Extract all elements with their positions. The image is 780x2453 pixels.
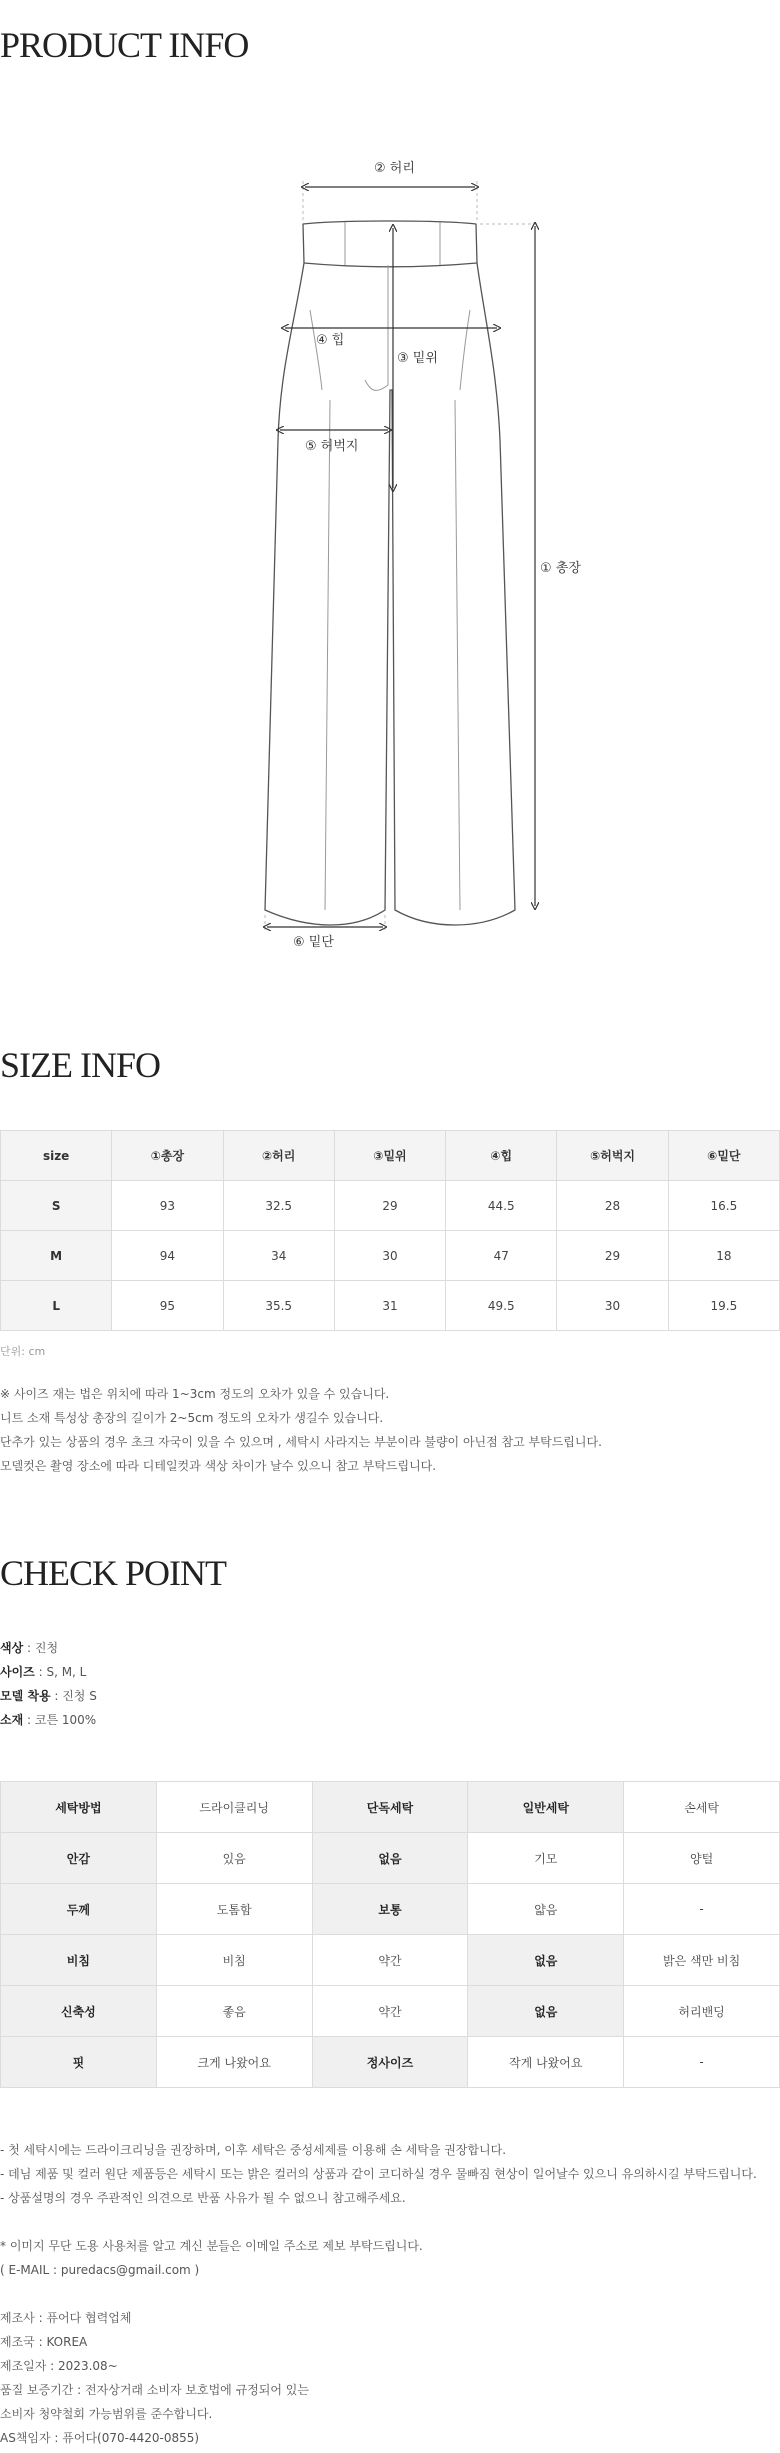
waist-label: ② 허리 <box>374 161 415 176</box>
check-cell-selected: 보통 <box>312 1884 468 1935</box>
size-row-label: L <box>1 1281 112 1331</box>
spec-item <box>0 1684 97 1708</box>
size-row-label: M <box>1 1231 112 1281</box>
check-cell: 양털 <box>624 1833 780 1884</box>
size-header-cell: ③밑위 <box>334 1131 445 1181</box>
size-note: 니트 소재 특성상 총장의 길이가 2~5cm 정도의 오차가 생길수 있습니다. <box>0 1411 384 1425</box>
table-row <box>1 1181 780 1231</box>
table-row <box>1 1986 780 2037</box>
spec-label: 사이즈 <box>0 1665 35 1679</box>
check-row-label: 핏 <box>1 2037 157 2088</box>
spec-label: 소재 <box>0 1713 24 1727</box>
check-cell: 크게 나왔어요 <box>156 2037 312 2088</box>
maker-line: AS책임자 : 퓨어다(070-4420-0855) <box>0 2431 200 2445</box>
check-cell: 비침 <box>156 1935 312 1986</box>
check-cell: - <box>624 1884 780 1935</box>
size-header-cell: ⑥밑단 <box>668 1131 779 1181</box>
thigh-label: ⑤ 허벅지 <box>305 439 359 454</box>
size-notes <box>0 1382 602 1478</box>
check-cell: 약간 <box>312 1986 468 2037</box>
measure-arrows <box>267 187 535 927</box>
size-cell: 44.5 <box>446 1181 557 1231</box>
size-cell: 31 <box>334 1281 445 1331</box>
maker-line: 제조국 : KOREA <box>0 2335 88 2349</box>
check-cell: 얇음 <box>468 1884 624 1935</box>
size-header-cell: ①총장 <box>112 1131 223 1181</box>
check-cell: 드라이클리닝 <box>156 1782 312 1833</box>
check-row-label: 세탁방법 <box>1 1782 157 1833</box>
check-cell-selected: 없음 <box>468 1935 624 1986</box>
check-cell: 있음 <box>156 1833 312 1884</box>
hem-label: ⑥ 밑단 <box>293 935 334 950</box>
spec-value: : 진청 S <box>50 1689 97 1703</box>
check-cell-selected: 없음 <box>468 1986 624 2037</box>
spec-item <box>0 1636 97 1660</box>
table-row <box>1 1782 780 1833</box>
check-cell: 기모 <box>468 1833 624 1884</box>
check-row-label: 비침 <box>1 1935 157 1986</box>
size-note: ※ 사이즈 재는 법은 위치에 따라 1~3cm 정도의 오차가 있을 수 있습니다. <box>0 1387 390 1401</box>
check-cell: 약간 <box>312 1935 468 1986</box>
check-row-label: 두께 <box>1 1884 157 1935</box>
size-cell: 30 <box>334 1231 445 1281</box>
size-header-cell: ②허리 <box>223 1131 334 1181</box>
check-cell: - <box>624 2037 780 2088</box>
size-table <box>0 1130 780 1331</box>
table-row <box>1 2037 780 2088</box>
care-note: - 상품설명의 경우 주관적인 의견으로 반품 사유가 될 수 없으니 참고해주세요. <box>0 2191 406 2205</box>
size-header-cell: size <box>1 1131 112 1181</box>
spec-item <box>0 1660 97 1684</box>
rise-label: ③ 밑위 <box>397 351 438 366</box>
size-cell: 95 <box>112 1281 223 1331</box>
table-row <box>1 1884 780 1935</box>
pants-details <box>310 222 470 910</box>
check-cell: 밝은 색만 비침 <box>624 1935 780 1986</box>
size-note: 모델컷은 촬영 장소에 따라 디테일컷과 색상 차이가 날수 있으니 참고 부탁드립니다. <box>0 1459 437 1473</box>
maker-line: 품질 보증기간 : 전자상거래 소비자 보호법에 규정되어 있는 <box>0 2383 309 2397</box>
spec-label: 색상 <box>0 1641 24 1655</box>
hip-label: ④ 힙 <box>316 333 345 348</box>
size-info-heading: SIZE INFO <box>0 1045 160 1085</box>
size-cell: 29 <box>557 1231 668 1281</box>
spec-item <box>0 1708 97 1732</box>
maker-line: 제조사 : 퓨어다 협력업체 <box>0 2311 132 2325</box>
size-cell: 34 <box>223 1231 334 1281</box>
check-point-table <box>0 1781 780 2088</box>
size-cell: 49.5 <box>446 1281 557 1331</box>
guide-lines <box>265 180 540 930</box>
check-cell: 작게 나왔어요 <box>468 2037 624 2088</box>
pants-measurement-diagram <box>0 140 780 970</box>
size-cell: 35.5 <box>223 1281 334 1331</box>
check-cell: 허리밴딩 <box>624 1986 780 2037</box>
size-cell: 16.5 <box>668 1181 779 1231</box>
size-cell: 29 <box>334 1181 445 1231</box>
care-note: - 데님 제품 및 컬러 원단 제품등은 세탁시 또는 밝은 컬러의 상품과 같이 코디하실 경우 물빠짐 현상이 일어날수 있으니 유의하시길 부탁드립니다. <box>0 2167 757 2181</box>
product-info-heading: PRODUCT INFO <box>0 25 249 65</box>
unit-label: 단위: cm <box>0 1345 46 1358</box>
check-row-label: 신축성 <box>1 1986 157 2037</box>
check-cell-selected: 정사이즈 <box>312 2037 468 2088</box>
check-cell-selected: 일반세탁 <box>468 1782 624 1833</box>
copyright-line: ( E-MAIL : puredacs@gmail.com ) <box>0 2263 200 2277</box>
table-row <box>1 1281 780 1331</box>
check-cell-selected: 없음 <box>312 1833 468 1884</box>
table-row <box>1 1231 780 1281</box>
maker-line: 제조일자 : 2023.08~ <box>0 2359 118 2373</box>
check-cell: 좋음 <box>156 1986 312 2037</box>
size-cell: 19.5 <box>668 1281 779 1331</box>
check-cell-selected: 단독세탁 <box>312 1782 468 1833</box>
size-cell: 30 <box>557 1281 668 1331</box>
table-row <box>1 1935 780 1986</box>
size-cell: 28 <box>557 1181 668 1231</box>
size-cell: 32.5 <box>223 1181 334 1231</box>
size-header-cell: ⑤허벅지 <box>557 1131 668 1181</box>
pants-outline <box>265 221 515 925</box>
copyright-notice <box>0 2234 423 2282</box>
size-header-cell: ④힙 <box>446 1131 557 1181</box>
care-note: - 첫 세탁시에는 드라이크리닝을 권장하며, 이후 세탁은 중성세제를 이용해 손 세탁을 권장합니다. <box>0 2143 507 2157</box>
care-notes <box>0 2138 757 2210</box>
check-cell: 도톰함 <box>156 1884 312 1935</box>
spec-value: : 진청 <box>23 1641 59 1655</box>
check-cell: 손세탁 <box>624 1782 780 1833</box>
total-length-label: ① 총장 <box>540 561 581 576</box>
size-cell: 94 <box>112 1231 223 1281</box>
spec-value: : S, M, L <box>34 1665 87 1679</box>
maker-info <box>0 2306 309 2450</box>
table-row <box>1 1833 780 1884</box>
size-table-header <box>1 1131 780 1181</box>
check-row-label: 안감 <box>1 1833 157 1884</box>
size-row-label: S <box>1 1181 112 1231</box>
maker-line: 소비자 청약철회 가능범위를 준수합니다. <box>0 2407 213 2421</box>
copyright-line: * 이미지 무단 도용 사용처를 알고 계신 분들은 이메일 주소로 제보 부탁드립니다. <box>0 2239 423 2253</box>
spec-label: 모델 착용 <box>0 1689 51 1703</box>
product-specs <box>0 1636 97 1732</box>
size-note: 단추가 있는 상품의 경우 초크 자국이 있을 수 있으며 , 세탁시 사라지는 부분이라 불량이 아닌점 참고 부탁드립니다. <box>0 1435 602 1449</box>
size-cell: 47 <box>446 1231 557 1281</box>
size-cell: 93 <box>112 1181 223 1231</box>
spec-value: : 코튼 100% <box>23 1713 97 1727</box>
size-cell: 18 <box>668 1231 779 1281</box>
check-point-heading: CHECK POINT <box>0 1553 227 1593</box>
